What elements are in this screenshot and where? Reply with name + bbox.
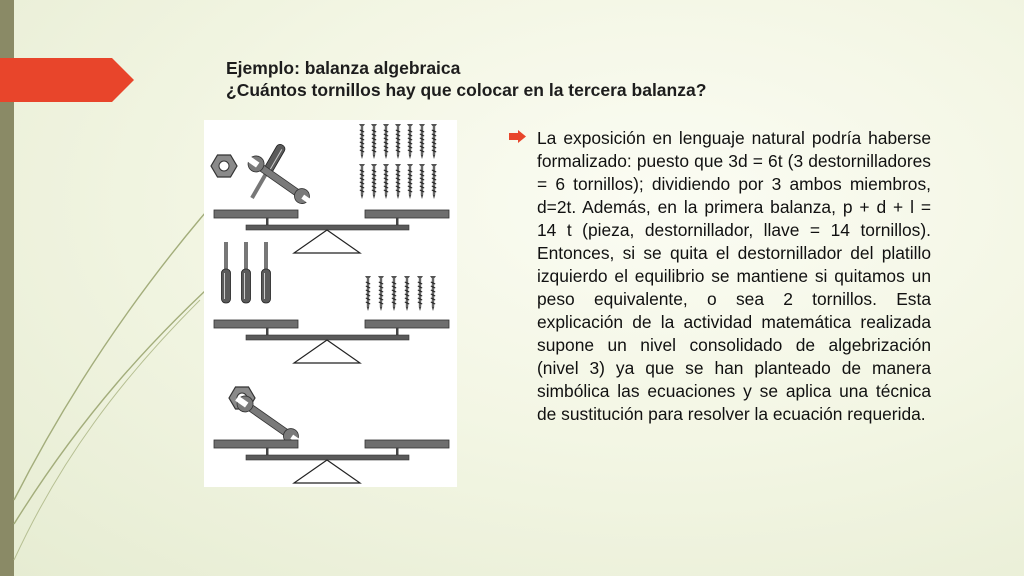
screwdriver-icon	[262, 242, 271, 303]
title-line-1: Ejemplo: balanza algebraica	[226, 58, 461, 78]
bullet-item	[509, 127, 931, 426]
balance-scales-figure	[204, 120, 457, 487]
screwdriver-icon	[222, 242, 231, 303]
scale-3	[214, 387, 449, 483]
slide-title	[226, 57, 706, 101]
scale-1	[211, 124, 449, 253]
screws-group-6	[365, 276, 436, 311]
screws-group-14	[359, 124, 437, 199]
title-line-2: ¿Cuántos tornillos hay que colocar en la tercera balanza?	[226, 80, 707, 100]
screwdriver-icon	[242, 242, 251, 303]
balance-beam	[214, 210, 449, 253]
bullet-text: La exposición en lenguaje natural podría haberse formalizado: puesto que 3d = 6t (3 destornilladores = 6 tornillos); dividiendo por 3 ambos miembros, d=2t. Además, en la primera balanza, p + d + l = 14 t (pieza, destornillador, llave = 14 tornillos). Entonces, si se quita el destornillador del platillo izquierdo el equilibrio se mantiene si quitamos un peso equivalente, o sea 2 tornillos. Esta explicación de la actividad matemática realizada supone un nivel consolidado de algebrización (nivel 3) ya que se han planteado de manera simbólica las ecuaciones y se aplica una técnica de sustitución para resolver la ecuación requerida.	[537, 128, 931, 424]
balance-beam	[214, 320, 449, 363]
arrow-bullet-icon	[509, 130, 526, 143]
balance-beam	[214, 440, 449, 483]
title-arrow-shape	[0, 58, 134, 102]
scale-2	[214, 242, 449, 363]
nut-icon	[211, 155, 237, 177]
